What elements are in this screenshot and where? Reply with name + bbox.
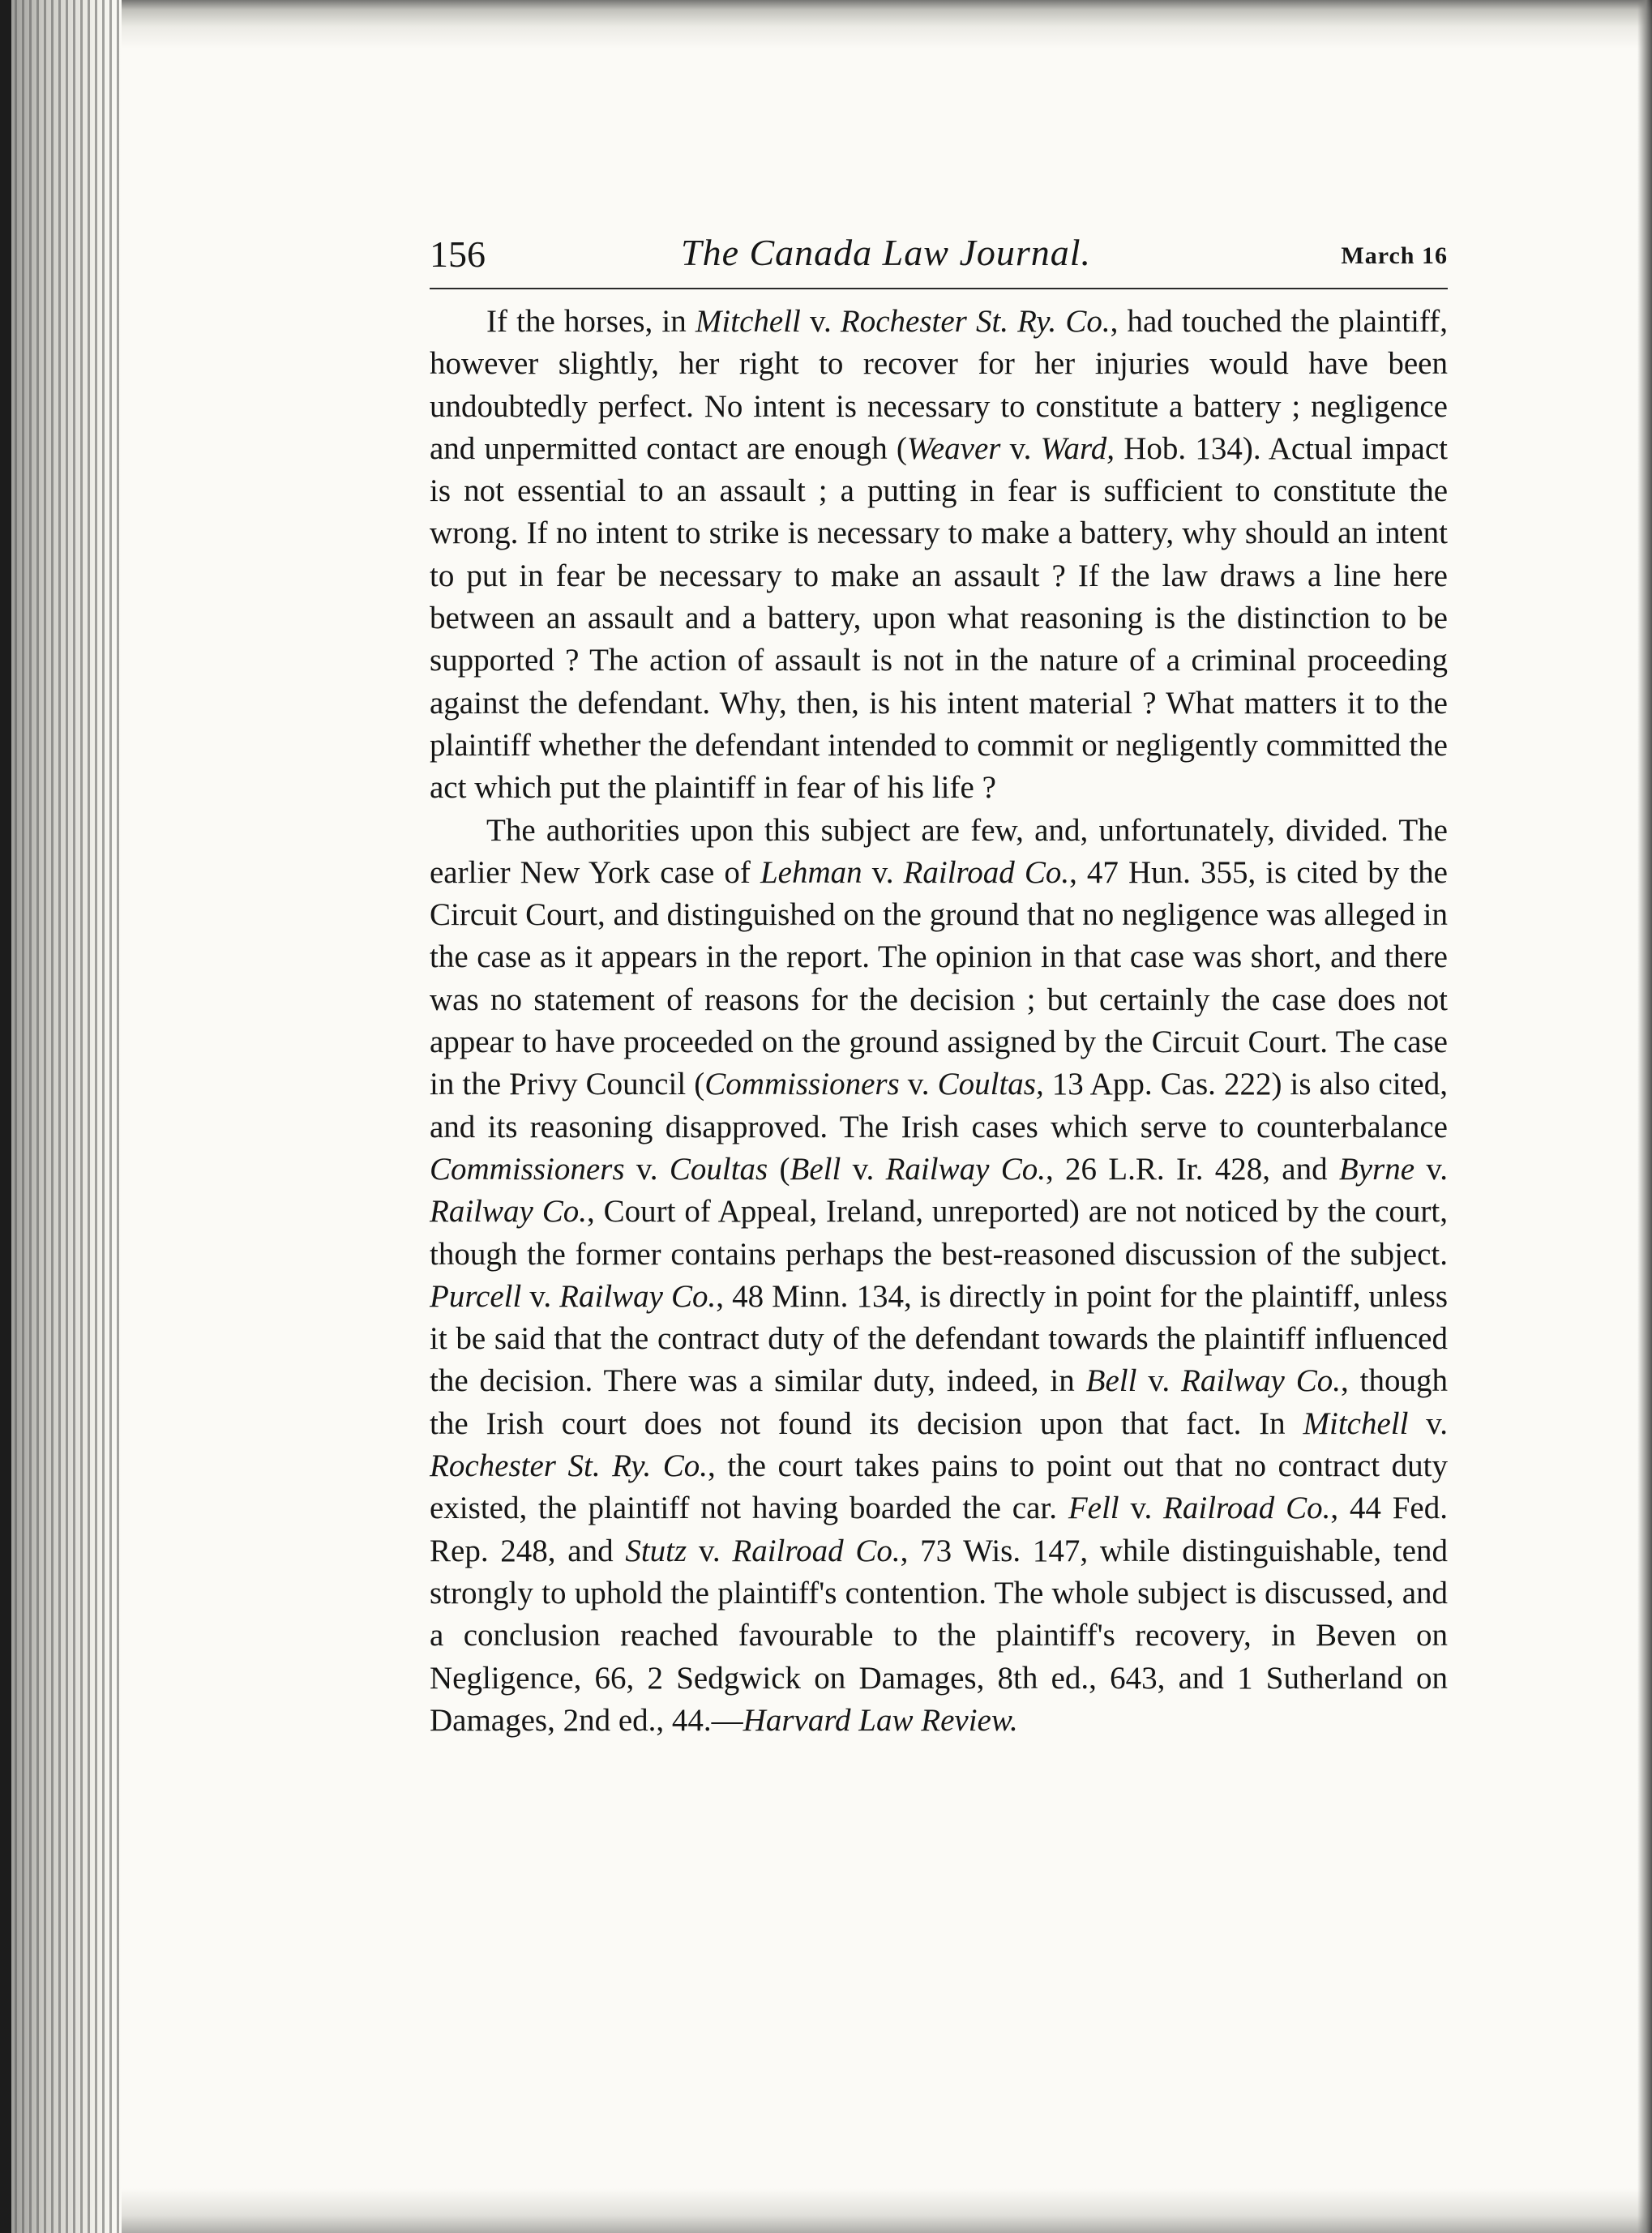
text-run: The authorities upon this subject are few, and, unfortunately, divided. The earlier New York case of — [430, 812, 1448, 890]
case-citation: Weaver — [906, 430, 1001, 466]
case-citation: Harvard Law Review. — [743, 1702, 1018, 1738]
case-citation: Railway Co. — [885, 1151, 1046, 1187]
text-run: , 73 Wis. 147, while distinguishable, tend strongly to uphold the plaintiff's contention. The whole subject is discussed, and a conclusion reached favourable to the plaintiff's recovery, in Beven on Negligence, 66, 2 Sedgwick on Damages, 8th ed., 643, and 1 Sutherland on Damages, 2nd ed., 44.— — [430, 1533, 1448, 1738]
case-citation: Lehman — [760, 854, 862, 890]
case-citation: Mitchell — [1303, 1405, 1409, 1441]
text-run: , 44 Fed. Rep. 248, and — [430, 1491, 1448, 1568]
text-run: , Court of Appeal, Ireland, unreported) are not noticed by the court, though the former contains perhaps the best-reasoned discussion of the subject. — [430, 1194, 1448, 1272]
text-run: v. — [1136, 1363, 1181, 1399]
case-citation: Coultas — [669, 1151, 768, 1187]
scan-shadow-top — [122, 0, 1652, 49]
text-run: , the court takes pains to point out that no contract duty existed, the plaintiff not having boarded the car. — [430, 1448, 1448, 1526]
scan-shadow-left — [0, 0, 122, 2233]
case-citation: Railway Co. — [1181, 1363, 1341, 1399]
text-run: v. — [624, 1151, 670, 1187]
text-run: v. — [1408, 1405, 1448, 1441]
text-run: v. — [899, 1067, 938, 1102]
paragraph-1 — [430, 301, 1448, 810]
case-citation: Purcell — [430, 1278, 522, 1314]
page-header — [430, 231, 1448, 289]
text-run: Hob. 134). Actual impact is not essential to an assault ; a putting in fear is sufficient to constitute the wrong. If no intent to strike is necessary to make a battery, why should an intent to put in fear be necessary to make an assault ? If the law draws a line here between an assault and a battery, upon what reasoning is the distinction to be supported ? The action of assault is not in the nature of a criminal proceeding against the defendant. Why, then, is his intent material ? What matters it to the plaintiff whether the defendant intended to commit or negligently committed the act which put the plaintiff in fear of his life ? — [430, 430, 1449, 806]
case-citation: Stutz — [625, 1533, 687, 1568]
text-run: If the horses, in — [486, 304, 695, 339]
journal-title: The Canada Law Journal. — [681, 232, 1092, 273]
scan-edge-right — [1637, 0, 1652, 2233]
text-run: , 47 Hun. 355, is cited by the Circuit Court, and distinguished on the ground that no negligence was alleged in the case as it appears in the report. The opinion in that case was short, and there was no statement of reasons for the decision ; but certainly the case does not appear to have proceeded on the ground assigned by the Circuit Court. The case in the Privy Council ( — [430, 854, 1448, 1102]
text-run: v. — [1000, 430, 1041, 466]
text-run: v. — [1414, 1151, 1449, 1187]
text-run: , 48 Minn. 134, is directly in point for the plaintiff, unless it be said that the contract duty of the defendant towards the plaintiff influenced the decision. There was a similar duty, indeed, in — [430, 1278, 1448, 1399]
page-number: 156 — [430, 233, 486, 275]
text-run: , though the Irish court does not found its decision upon that fact. In — [430, 1363, 1448, 1441]
issue-date: March 16 — [1341, 242, 1448, 269]
text-run: 13 App. Cas. 222) is also cited, and its reasoning disapproved. The Irish cases which serve to counterbalance — [430, 1067, 1448, 1144]
text-run: v. — [862, 854, 904, 890]
text-run: v. — [687, 1533, 733, 1568]
text-run: v. — [1119, 1491, 1164, 1526]
scan-edge-left — [0, 0, 11, 2233]
case-citation: Coultas, — [937, 1067, 1044, 1102]
text-run: v. — [800, 304, 841, 339]
case-citation: Bell — [1085, 1363, 1137, 1399]
case-citation: Rochester St. Ry. Co. — [430, 1448, 708, 1484]
case-citation: Railway Co. — [559, 1278, 717, 1314]
case-citation: Railroad Co. — [903, 854, 1070, 890]
case-citation: Commissioners — [430, 1151, 625, 1187]
journal-page — [430, 231, 1448, 1742]
case-citation: Railroad Co. — [1163, 1491, 1331, 1526]
case-citation: Mitchell — [695, 304, 801, 339]
article-body — [430, 301, 1448, 1742]
case-citation: Railroad Co. — [732, 1533, 901, 1568]
case-citation: Rochester St. Ry. Co. — [840, 304, 1111, 339]
case-citation: Fell — [1068, 1491, 1119, 1526]
text-run: , 26 L.R. Ir. 428, and — [1045, 1151, 1339, 1187]
case-citation: Byrne — [1338, 1151, 1415, 1187]
text-run: , had touched the plaintiff, however slightly, her right to recover for her injuries would have been undoubtedly perfect. No intent is necessary to constitute a battery ; negligence and unpermitted contact are enough ( — [430, 304, 1448, 466]
scan-shadow-bottom — [122, 2188, 1652, 2233]
case-citation: Railway Co. — [430, 1194, 587, 1230]
case-citation: Bell — [790, 1151, 841, 1187]
text-run: v. — [841, 1151, 886, 1187]
case-citation: Ward, — [1040, 430, 1115, 466]
text-run: v. — [521, 1278, 560, 1314]
case-citation: Commissioners — [704, 1067, 900, 1102]
text-run: ( — [768, 1151, 790, 1187]
paragraph-2 — [430, 810, 1448, 1743]
